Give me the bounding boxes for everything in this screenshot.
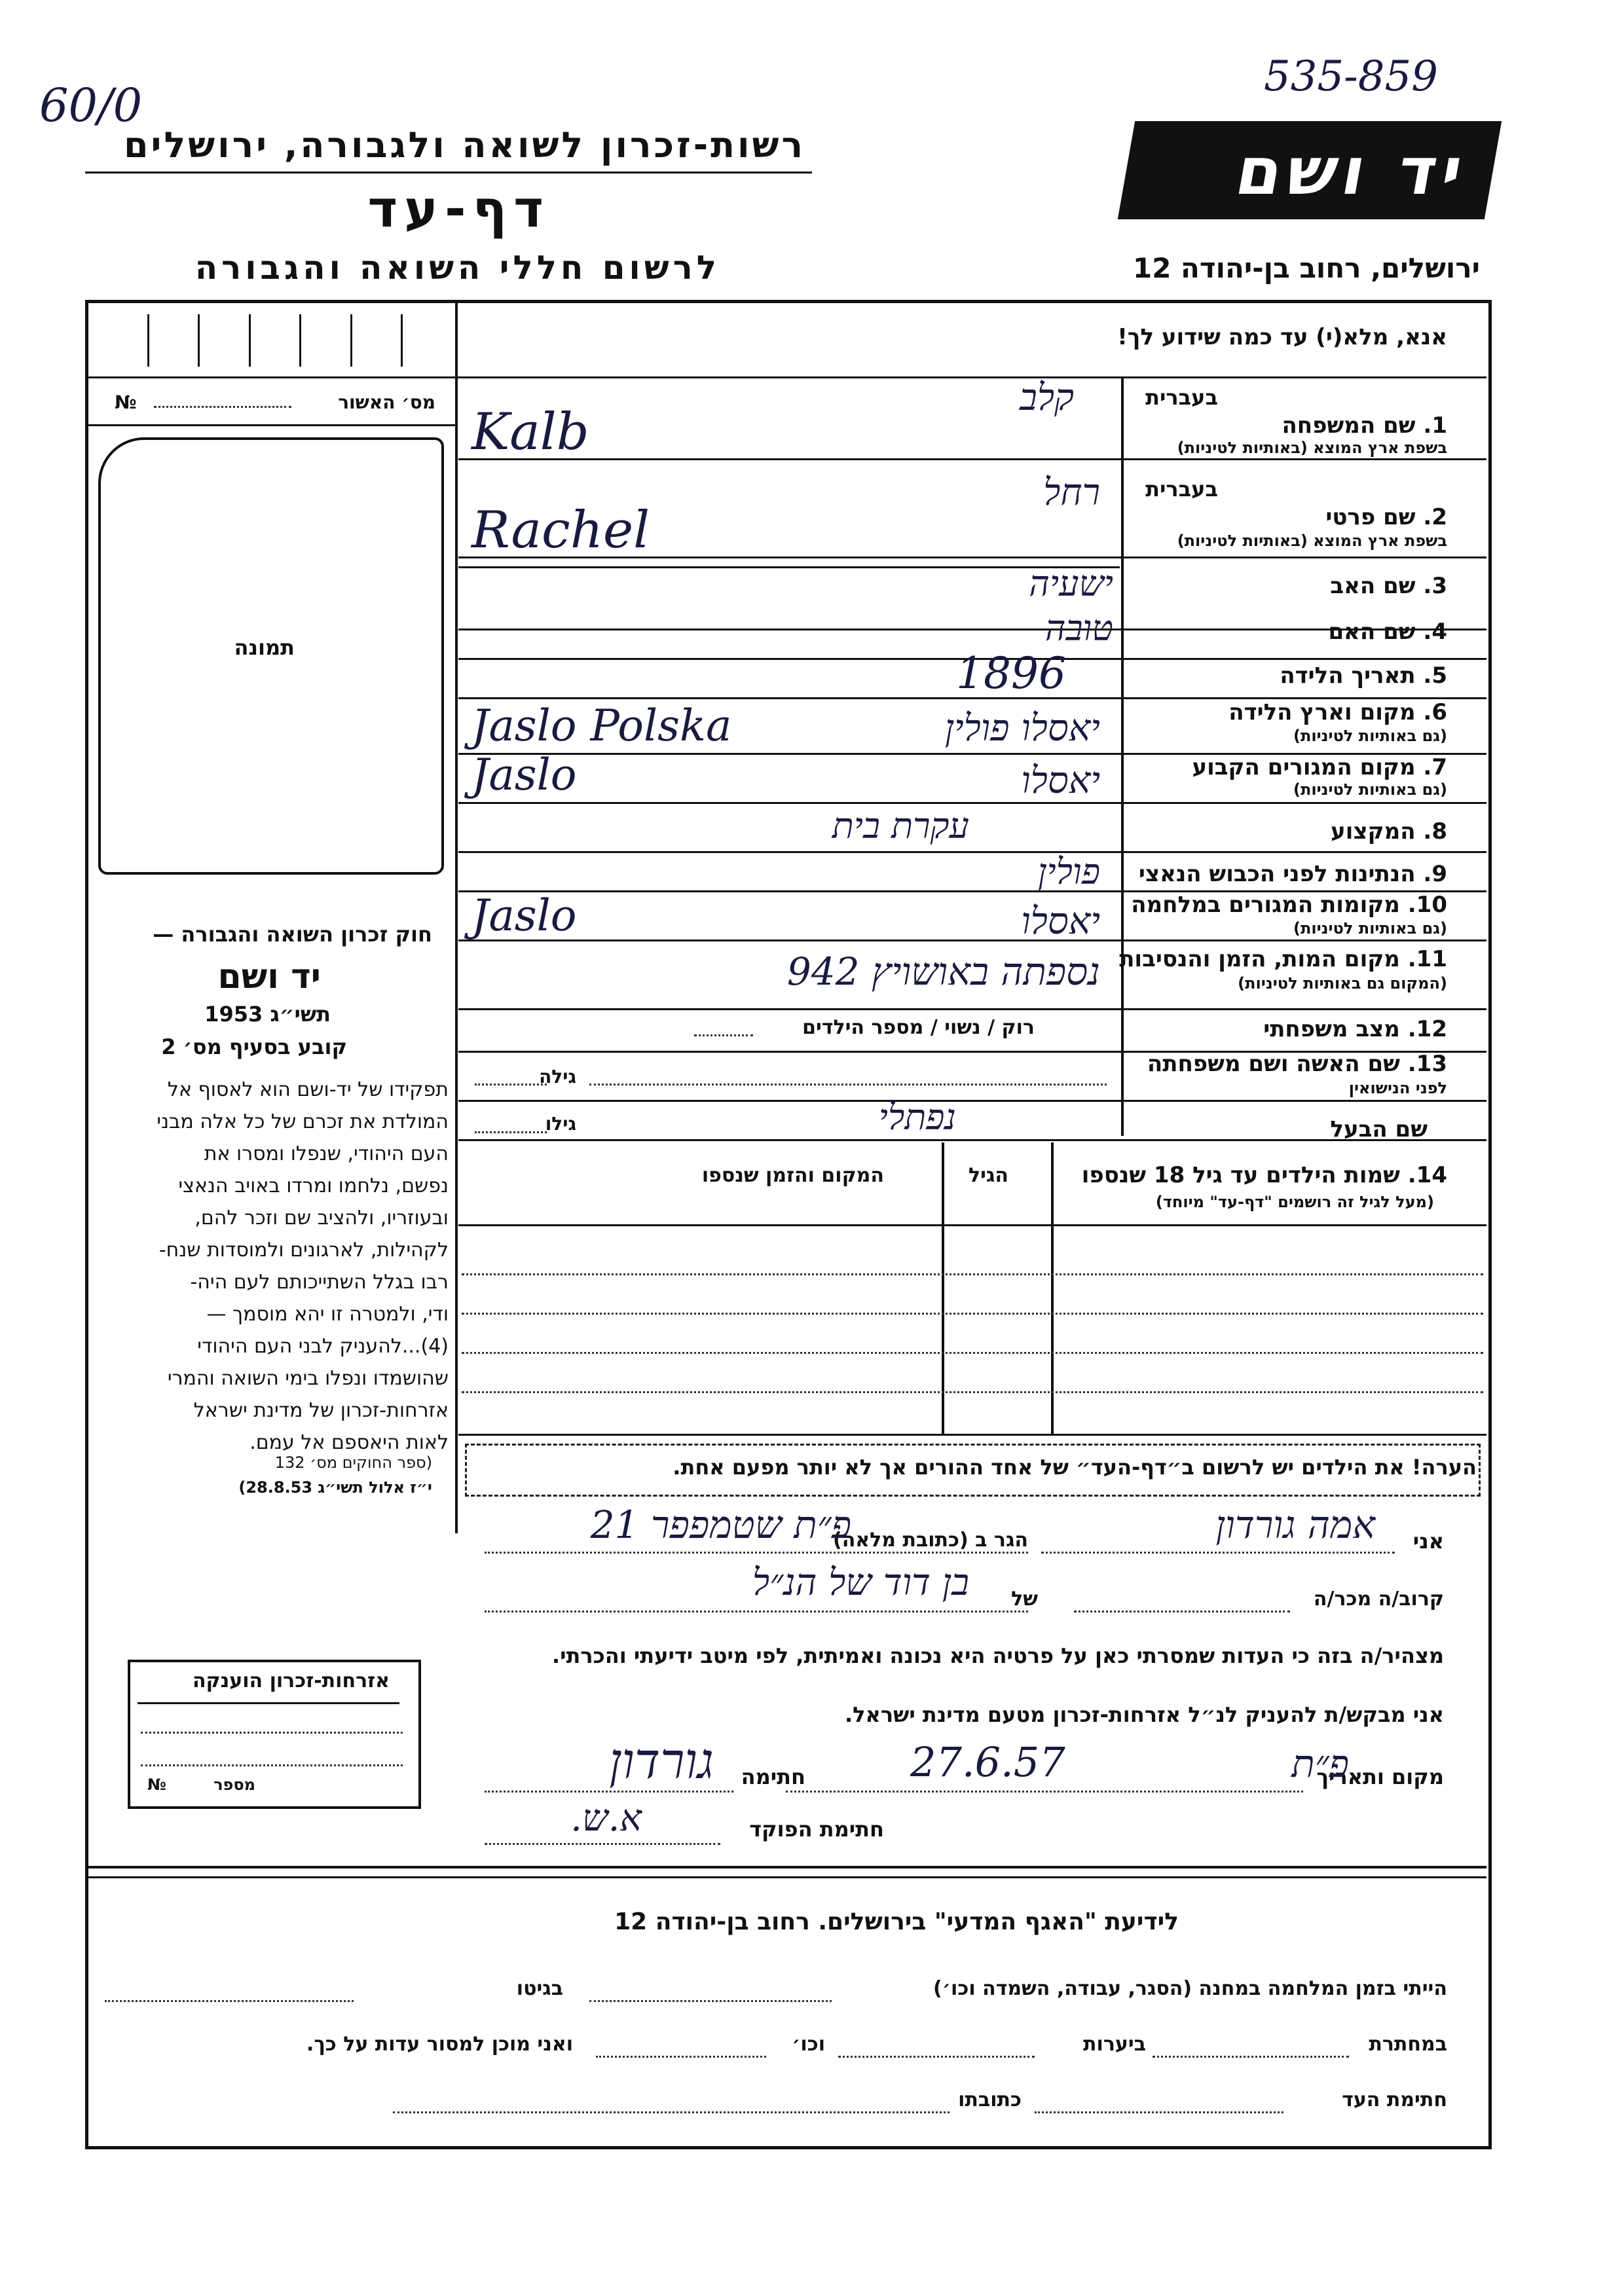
field-1-label [1282,412,1447,439]
field-2-label [1325,504,1447,530]
wife-name-field[interactable] [589,1084,1107,1085]
field-5-label [1280,663,1447,689]
field-5-num: 5. [1423,663,1447,689]
field-5-title: תאריך הלידה [1280,663,1416,689]
law-text-line: המולדת את זכרם של כל אלה מבני [157,1110,449,1133]
field-3-label [1330,573,1447,599]
children-col-divider [1051,1142,1054,1434]
marital-status-options[interactable]: רוק / נשוי / מספר הילדים [802,1016,1035,1039]
children-place-header: המקום והזמן שנספו [701,1164,884,1187]
children-row[interactable] [462,1273,1483,1275]
field-1-sub: בשפת ארץ המוצא (באותיות לטיניות) [1177,439,1447,457]
row-line [458,458,1486,460]
law-text-line: (4)...להעניק לבני העם היהודי [197,1335,449,1358]
field-9-label [1139,861,1447,887]
father-name-value[interactable]: ישעיה [1029,563,1113,604]
law-year: תשי״ג 1953 [204,1002,331,1027]
footer-ghetto-field[interactable] [105,2000,354,2002]
family-name-hebrew[interactable]: קלב [1019,376,1074,419]
field-8-num: 8. [1423,818,1447,845]
row-line [458,1008,1486,1010]
declarant-address-label: הגר ב (כתובת מלאה) [832,1529,1028,1552]
relation-value[interactable]: בן דוד של הנ״ל [752,1561,969,1604]
footer-underground-field[interactable] [1153,2056,1349,2058]
children-row[interactable] [462,1352,1483,1354]
children-header-line [458,1224,1486,1226]
birthplace-latin[interactable]: Jaslo Polska [471,701,732,751]
residence-hebrew[interactable]: יאסלו [1021,759,1100,802]
footer-underground-label: במחתרת [1369,2033,1447,2056]
citizenship-title-line [138,1702,399,1704]
law-reference-1: (ספר החוקים מס׳ 132 [274,1453,432,1472]
field-2-title: שם פרטי [1325,504,1416,530]
yad-vashem-logo [1118,121,1502,219]
footer-camp-label: הייתי בזמן המלחמה במחנה (הסגר, עבודה, השמדה וכו׳) [933,1977,1447,2000]
law-text-line: אזרחות-זכרון של מדינת ישראל [193,1399,449,1422]
field-1-title: שם המשפחה [1282,412,1416,439]
children-count-field[interactable] [694,1034,753,1036]
approval-number-field[interactable] [154,406,291,408]
law-text-line: רבו בגלל השתייכותם לעם היה- [190,1271,449,1294]
field-7-title: מקום המגורים הקבוע [1192,754,1416,780]
children-bottom-line [458,1434,1486,1436]
field-4-num: 4. [1423,619,1447,645]
law-text-line: תפקידו של יד-ושם הוא לאסוף אל [167,1078,449,1101]
field-14-title: שמות הילדים עד גיל 18 שנספו [1081,1162,1400,1188]
husband-age-field[interactable] [475,1131,547,1133]
wife-age-label: גילה [539,1066,576,1087]
relation-line-2 [485,1611,1028,1613]
form-title: דף-עד [367,180,550,239]
field-12-title: מצב משפחתי [1263,1016,1400,1042]
field-6-num: 6. [1423,699,1447,725]
footer-testimony-text: ואני מוכן למסור עדות על כך. [306,2033,573,2056]
footer-witness-signature-label: חתימת העד [1342,2088,1447,2111]
signature-label: חתימה [741,1764,805,1789]
field-7-sub: (גם באותיות לטיניות) [1293,780,1447,799]
field-8-label [1331,818,1447,845]
first-name-hebrew[interactable]: רחל [1043,471,1100,514]
citizenship-number-label: מספר [213,1776,255,1794]
citizenship-line-1[interactable] [141,1732,403,1734]
approval-boxes [98,314,452,367]
children-row[interactable] [462,1391,1483,1393]
residence-latin[interactable]: Jaslo [471,750,577,800]
law-text-line: נפשם, נלחמו ומרדו באויב הנאצי [178,1175,449,1197]
field-11-label [1119,946,1447,972]
footer-forest-label: ביערות [1083,2033,1146,2056]
field-3-title: שם האב [1330,573,1416,599]
field-4-label [1328,619,1447,645]
law-name: יד ושם [217,957,321,996]
officer-signature-line [485,1843,720,1845]
field-6-label [1228,699,1447,725]
death-circumstances-value[interactable]: נספתה באושויץ 942 [786,949,1100,994]
record-code: 535-859 [1264,52,1438,101]
children-age-header: הגיל [969,1164,1008,1187]
law-clause: קובע בסעיף מס׳ 2 [161,1034,347,1059]
photo-label: תמונה [234,635,295,660]
field-7-label [1192,754,1447,780]
of-label: של [1011,1588,1038,1611]
law-text-line: העם היהודי, שנפלו ומסרו את [204,1142,449,1165]
field-13-num: 13. [1407,1051,1447,1077]
footer-ghetto-label: בגיטו [516,1977,563,2000]
approval-number-sign: № [115,392,137,413]
field-12-num: 12. [1407,1016,1447,1042]
intro-bottom-line [88,376,1486,378]
declarant-name[interactable]: אמה גורדון [1215,1503,1375,1547]
footer-etc-label: וכו׳ [792,2033,825,2056]
header-address: ירושלים, רחוב בן-יהודה 12 [1132,252,1480,284]
relation-line-1 [1074,1611,1290,1613]
row-line [458,566,1120,568]
field-1-tag: בעברית [1145,385,1218,410]
row-line [458,851,1486,853]
field-2-tag: בעברית [1145,477,1218,501]
field-11-num: 11. [1407,946,1447,972]
field-1-num: 1. [1423,412,1447,439]
declarant-address-line [485,1552,1028,1554]
birthplace-hebrew[interactable]: יאסלו פולין [944,707,1100,750]
birth-date-value[interactable]: 1896 [956,648,1066,699]
nationality-value[interactable]: פולין [1037,851,1100,892]
law-text-line: ודי, ולמטרה זו יהא מוסמך — [206,1303,449,1326]
officer-signature-label: חתימת הפוקד [749,1817,884,1842]
law-text [95,1074,449,1459]
relative-label: קרוב/ה מכר/ה [1313,1588,1444,1611]
field-10-label [1131,892,1447,918]
field-13-sub: לפני הנישואין [1348,1079,1447,1097]
wartime-residence-latin[interactable]: Jaslo [471,890,577,941]
footer-divider-2 [88,1876,1486,1878]
family-name-latin[interactable]: Kalb [471,403,589,462]
law-text-line: שהושמדו ונפלו בימי השואה והמרי [167,1367,449,1390]
field-9-title: הנתינות לפני הכבוש הנאצי [1138,861,1416,887]
field-10-num: 10. [1407,892,1447,918]
citizenship-line-2[interactable] [141,1764,403,1766]
officer-signature[interactable]: א.ש. [570,1797,642,1840]
wartime-residence-hebrew[interactable]: יאסלו [1021,900,1100,943]
form-subtitle: לרשום חללי השואה והגבורה [194,249,720,287]
field-7-num: 7. [1423,754,1447,780]
declarant-signature[interactable]: גורדון [609,1732,714,1790]
field-4-title: שם האם [1328,619,1416,645]
law-text-line: ובעוזריו, ולהציב שם וזכר להם, [194,1207,449,1230]
citizenship-number-sign: № [147,1776,166,1794]
field-11-sub: (המקום גם באותיות לטיניות) [1238,974,1447,993]
declarant-address[interactable]: פ״ת שטמפפר 21 [590,1503,851,1547]
row-line [458,1100,1486,1102]
footer-camp-field[interactable] [589,2000,832,2002]
law-text-line: לאות היאספם אל עמם. [249,1431,449,1454]
occupation-value[interactable]: עקרת בית [832,805,969,847]
law-text-line: לקהילות, לארגונים ולמוסדות שנח- [158,1239,449,1262]
citizenship-request: אני מבקש/ת להעניק לנ״ל אזרחות-זכרון מטעם מדינת ישראל. [845,1702,1444,1727]
footer-witness-signature-field[interactable] [1035,2111,1283,2113]
place-date-label: מקום ותאריך [1316,1764,1444,1789]
org-line: רשות-זכרון לשואה ולגבורה, ירושלים [123,124,805,166]
signature-line [485,1791,733,1793]
field-10-sub: (גם באותיות לטיניות) [1293,919,1447,938]
org-underline [85,172,812,173]
footer-address-label: כתובתו [958,2088,1022,2111]
footer-title: לידיעת "האגף המדעי" בירושלים. רחוב בן-יהודה 12 [614,1908,1179,1935]
field-14-label [1082,1162,1447,1188]
field-13-title: שם האשה ושם משפחתה [1147,1051,1400,1077]
children-col-divider [942,1142,944,1434]
approval-number-label: מס׳ האשור [338,392,435,413]
law-title: חוק זכרון השואה והגבורה — [153,922,432,947]
field-2-num: 2. [1423,504,1447,530]
row-line [458,939,1486,941]
field-10-title: מקומות המגורים במלחמה [1131,892,1400,918]
field-6-sub: (גם באותיות לטיניות) [1293,727,1447,745]
field-8-title: המקצוע [1331,818,1416,845]
declaration-place[interactable]: פ״ת [1291,1741,1349,1786]
declarant-name-line [1041,1552,1395,1554]
approval-bottom-line [88,424,456,426]
place-date-line [786,1791,1303,1793]
field-2-sub: בשפת ארץ המוצא (באותיות לטיניות) [1177,532,1447,550]
note-text: הערה! את הילדים יש לרשום ב״דף-העד״ של אחד ההורים אך לא יותר מפעם אחת. [673,1455,1477,1480]
intro-text: אנא, מלא(י) עד כמה שידוע לך! [1117,324,1447,350]
field-6-title: מקום וארץ הלידה [1228,699,1416,725]
husband-name-value[interactable]: נפתלי [878,1097,956,1138]
logo-text: יד ושם [1230,133,1474,210]
law-reference-2: י״ז אלול תשי״ג 28.8.53) [238,1478,432,1497]
citizenship-title: אזרחות-זכרון הוענקה [192,1669,390,1692]
footer-divider [88,1866,1486,1868]
field-13-label [1147,1051,1447,1077]
label-column-divider [1121,376,1124,1136]
field-14-num: 14. [1407,1162,1447,1188]
declaration-date[interactable]: 27.6.57 [910,1738,1065,1786]
field-11-title: מקום המות, הזמן והנסיבות [1119,946,1400,972]
children-row[interactable] [462,1313,1483,1315]
footer-forest-field[interactable] [838,2056,1035,2058]
declaration-statement: מצהיר/ה בזה כי העדות שמסרתי כאן על פרטיה היא נכונה ואמיתית, לפי מיטב ידיעתי והכרתי. [551,1643,1444,1668]
wife-age-field[interactable] [475,1084,547,1085]
footer-address-field[interactable] [393,2111,950,2113]
field-9-num: 9. [1423,861,1447,887]
first-name-latin[interactable]: Rachel [471,501,650,560]
husband-label: שם הבעל [1330,1116,1428,1142]
husband-age-label: גילו [545,1113,576,1135]
field-14-sub: (מעל לגיל זה רושמים "דף-עד" מיוחד) [1155,1193,1434,1211]
field-12-label [1263,1016,1447,1042]
left-column-divider [455,302,458,1533]
mother-name-value[interactable]: טובה [1044,608,1113,649]
footer-etc-field[interactable] [596,2056,766,2058]
declarant-i-label: אני [1412,1529,1444,1554]
field-3-num: 3. [1423,573,1447,599]
row-line [458,802,1486,804]
corner-note: 60/0 [39,79,143,132]
